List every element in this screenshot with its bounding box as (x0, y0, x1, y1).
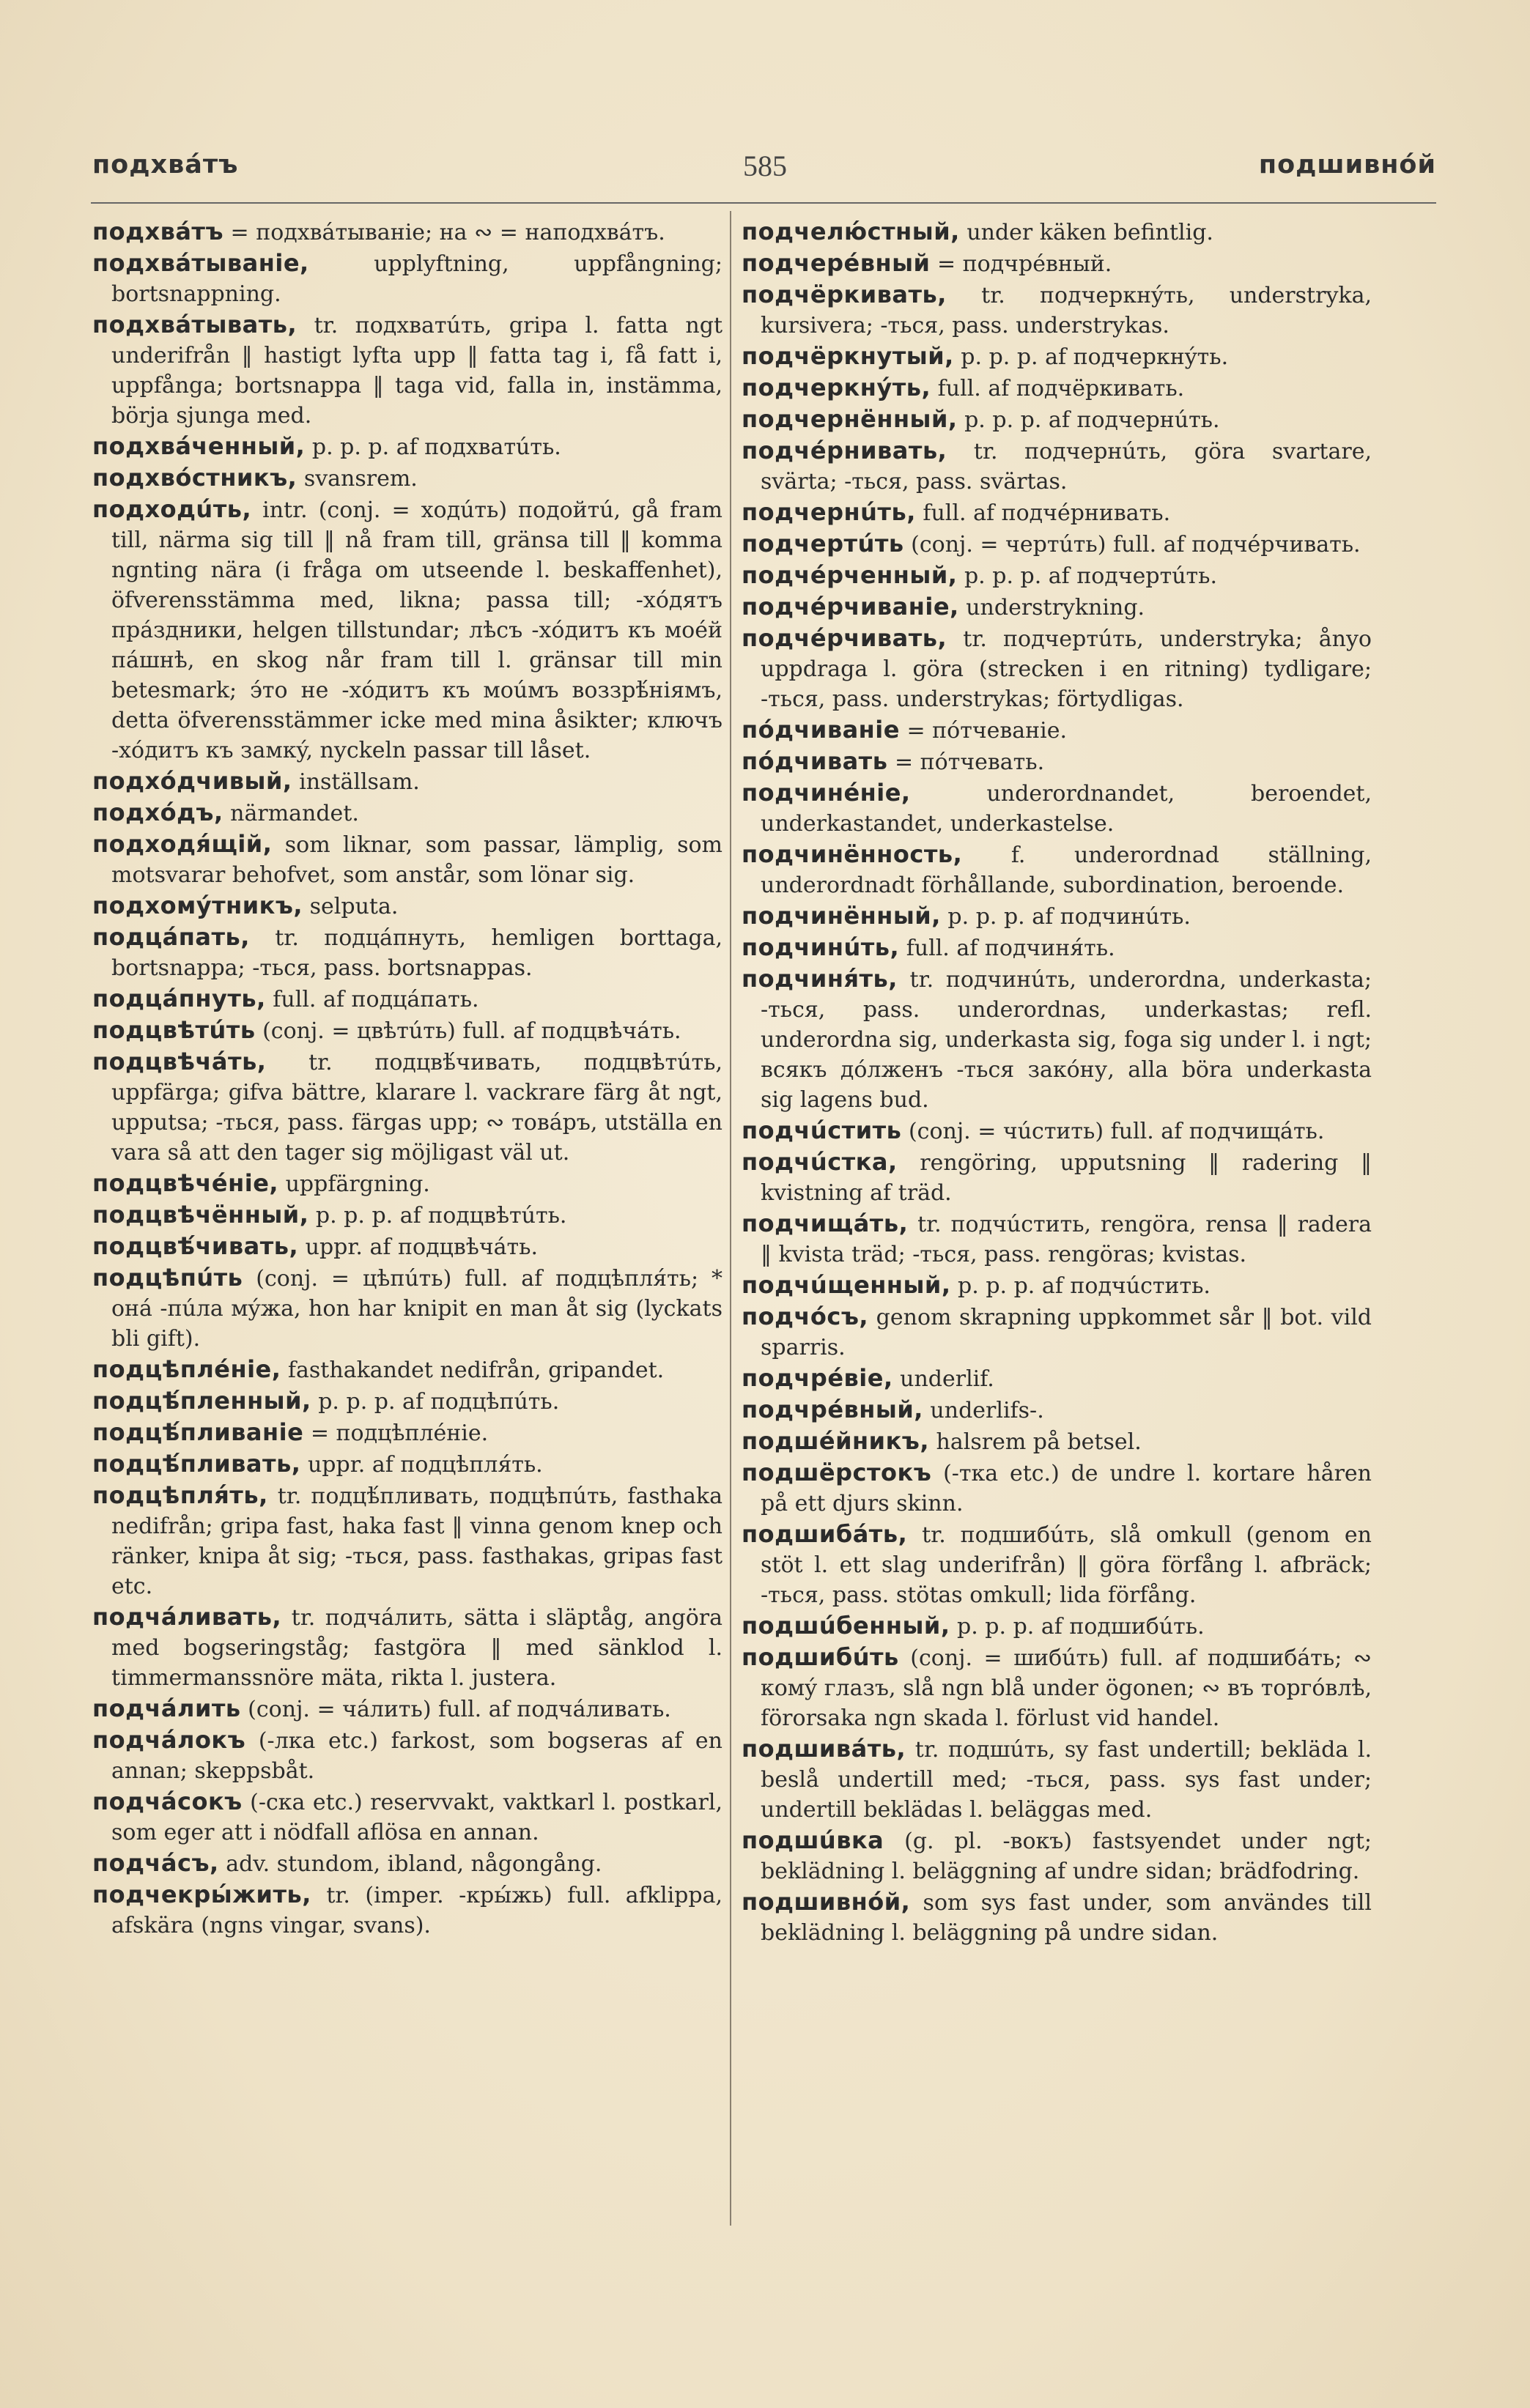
dictionary-entry (742, 1519, 1372, 1610)
entry-headword: подчáсокъ (92, 1788, 243, 1815)
entry-headword: подчёркнутый, (742, 342, 954, 370)
dictionary-entry (742, 1426, 1372, 1457)
entry-headword: подцвѣчéнiе, (92, 1169, 279, 1197)
dictionary-entry (742, 1147, 1372, 1208)
dictionary-entry (742, 1458, 1372, 1519)
entry-headword: подцвѣ́чивать, (92, 1232, 299, 1260)
dictionary-entry (742, 1116, 1372, 1146)
entry-headword: подчрéвiе, (742, 1364, 893, 1392)
entry-headword: подчелю́стный, (742, 218, 960, 245)
entry-definition: f. underordnad ställning, underordnadt förhållande, subordination, beroende. (761, 842, 1372, 898)
entry-definition: (g. pl. -вокъ) fastsyendet under ngt; beklädning l. beläggning af undre sidan; brädfodring. (761, 1829, 1372, 1884)
entry-definition: svansrem. (297, 466, 418, 492)
right-column (742, 217, 1372, 1949)
dictionary-entry (92, 1168, 722, 1199)
entry-definition: tr. подшибúть, slå omkull (genom en stöt l. ett slag underifrån) ‖ göra förfång l. afbräck; -ться, pass. stötas omkull; lida förfång. (761, 1522, 1372, 1608)
entry-definition: intr. (conj. = ходúть) подойтú, gå fram till, närma sig till ‖ nå fram till, gränsa till ‖ komma ngnting nära (i fråga om utseende l. beskaffenhet), öfverensstämma med, likna; passa till; -хóдятъ прáздники, helgen tillstundar; лѣсъ -хóдитъ къ моéй пáшнѣ, en skog når fram till l. gränsar till min betesmark; э́то не -хóдитъ къ моúмъ воззрѣ́нiямъ, detta öfverensstämmer icke med mina åsikter; ключъ -хóдитъ къ замкý, nyckeln passar till låset. (111, 497, 722, 763)
dictionary-entry (742, 1642, 1372, 1733)
entry-headword: подчéрчивать, (742, 624, 947, 652)
entry-headword: подцѣ́пливать, (92, 1450, 301, 1478)
entry-headword: подчищáть, (742, 1209, 909, 1237)
entry-definition: tr. (imper. -кры́жь) full. afklippa, afskära (ngns vingar, svans). (111, 1883, 722, 1938)
entry-headword: подчинúть, (742, 933, 900, 961)
entry-definition: (conj. = шибúть) full. af подшибáть; ∾ комý глазъ, slå ngn blå under ögonen; ∾ въ торгóвлѣ, förorsaka ngn skada l. förlust vid handel. (761, 1645, 1372, 1731)
entry-headword: подцѣпля́ть, (92, 1481, 268, 1509)
entry-headword: подцáпнуть, (92, 985, 266, 1012)
dictionary-entry (742, 747, 1372, 777)
entry-headword: подчекры́жить, (92, 1881, 311, 1908)
entry-definition: tr. подчинúть, underordna, underkasta; -ться, pass. underordnas, underkastas; refl. underordna sig, underkasta sig, foga sig under l. i ngt; всякъ дóлженъ -ться закóну, alla böra underkasta sig lagens bud. (761, 967, 1372, 1113)
dictionary-entry (742, 592, 1372, 623)
entry-headword: подчáсъ, (92, 1849, 219, 1877)
entry-definition: understrykning. (958, 595, 1145, 620)
dictionary-entry (742, 280, 1372, 341)
entry-headword: подцвѣчённый, (92, 1201, 309, 1229)
entry-headword: подчернённый, (742, 405, 958, 433)
entry-definition: p. p. p. af подчернúть. (957, 407, 1220, 433)
dictionary-entry (742, 840, 1372, 900)
entry-definition: tr. подцвѣ́чивать, подцвѣтúть, uppfärga; gifva bättre, klarare l. vackrare färg åt ngt, upputsa; -ться, pass. färgas upp; ∾ товáръ, utställa en vara så att den tager sig möjligast väl ut. (111, 1050, 722, 1166)
entry-headword: подчáлокъ (92, 1726, 246, 1754)
entry-definition: p. p. p. af подцвѣтúть. (308, 1203, 567, 1229)
dictionary-entry (742, 1209, 1372, 1270)
entry-headword: подхвáтыванiе, (92, 249, 309, 277)
entry-definition: p. p. p. af подчинúть. (940, 904, 1191, 930)
entry-definition: tr. подцáпнуть, hemligen borttaga, bortsnappa; -ться, pass. bortsnappas. (111, 925, 722, 981)
column-divider (730, 211, 731, 2226)
entry-definition: fasthakandet nedifrån, gripandet. (281, 1357, 665, 1383)
entry-headword: подшúвка (742, 1826, 884, 1854)
entry-definition: som liknar, som passar, lämplig, som motsvarar behofvet, som anstår, som lönar sig. (111, 832, 722, 888)
entry-headword: подхвáченный, (92, 432, 306, 460)
dictionary-entry (92, 1694, 722, 1725)
entry-definition: full. af подчёркивать. (931, 376, 1185, 401)
entry-definition: upplyftning, uppfångning; bortsnappning. (111, 251, 722, 307)
dictionary-entry (92, 1047, 722, 1168)
entry-definition: (conj. = чертúть) full. af подчéрчивать. (903, 532, 1361, 557)
entry-headword: подцáпать, (92, 923, 250, 951)
dictionary-entry (92, 1602, 722, 1693)
entry-definition: närmandet. (223, 801, 359, 826)
entry-headword: подчáлить (92, 1694, 241, 1722)
entry-headword: подцвѣтúть (92, 1016, 256, 1044)
entry-headword: подхомýтникъ, (92, 892, 303, 919)
entry-headword: подхóдчивый, (92, 767, 292, 795)
entry-definition: som sys fast under, som användes till beklädning l. beläggning på undre sidan. (761, 1890, 1372, 1946)
dictionary-entry (92, 1200, 722, 1231)
entry-definition: (-лка etc.) farkost, som bogseras af en annan; skeppsbåt. (111, 1728, 722, 1784)
entry-definition: full. af подчéрнивать. (915, 500, 1171, 526)
dictionary-entry (742, 248, 1372, 279)
dictionary-entry (92, 766, 722, 797)
dictionary-entry (742, 778, 1372, 839)
entry-headword: подчёркивать, (742, 281, 947, 308)
dictionary-entry (742, 715, 1372, 746)
entry-headword: подхóдъ, (92, 799, 223, 826)
dictionary-entry (92, 1449, 722, 1480)
entry-headword: подцѣплéнiе, (92, 1355, 281, 1383)
entry-definition: full. af подцáпать. (265, 987, 479, 1012)
entry-definition: = пóтчеванiе. (899, 718, 1068, 744)
dictionary-entry (92, 1787, 722, 1848)
entry-definition: (conj. = чúстить) full. af подчищáть. (901, 1119, 1325, 1144)
entry-headword: подчинённый, (742, 902, 941, 930)
entry-definition: full. af подчиня́ть. (899, 936, 1115, 961)
dictionary-entry (742, 964, 1372, 1115)
dictionary-entry (742, 1611, 1372, 1642)
entry-definition: p. p. p. af подхватúть. (305, 434, 561, 460)
entry-headword: подчинённость, (742, 840, 963, 868)
dictionary-entry (92, 494, 722, 766)
entry-headword: подцѣ́пливанiе (92, 1418, 304, 1446)
dictionary-entry (92, 829, 722, 890)
dictionary-entry (92, 1231, 722, 1262)
entry-headword: подшивáть, (742, 1735, 906, 1763)
dictionary-entry (92, 1725, 722, 1786)
entry-headword: подчúстить (742, 1116, 902, 1144)
entry-headword: подшибáть, (742, 1520, 908, 1548)
dictionary-entry (742, 1826, 1372, 1886)
dictionary-entry (742, 373, 1372, 404)
entry-definition: underlifs-. (923, 1398, 1044, 1423)
dictionary-entry (92, 922, 722, 983)
entry-headword: подчернúть, (742, 498, 916, 526)
entry-headword: подчóсъ, (742, 1303, 869, 1330)
page-number: 585 (743, 149, 787, 182)
entry-definition: = подцѣплéнiе. (303, 1420, 489, 1446)
dictionary-entry (742, 1395, 1372, 1426)
dictionary-entry (92, 891, 722, 922)
entry-headword: подчинéнiе, (742, 779, 911, 807)
entry-headword: подхвáтывать, (92, 311, 298, 338)
entry-definition: p. p. p. af подшибúть. (950, 1614, 1205, 1640)
dictionary-entry (92, 984, 722, 1015)
entry-headword: подшёрстокъ (742, 1459, 932, 1486)
entry-headword: подходúть, (92, 495, 252, 523)
running-head-right: подшивнóй (1258, 150, 1436, 179)
entry-headword: подчрéвный, (742, 1396, 923, 1423)
entry-definition: tr. подчúстить, rengöra, rensa ‖ radera ‖ kvista träd; -ться, pass. rengöras; kvistas. (761, 1212, 1372, 1267)
entry-headword: подшибúть (742, 1643, 899, 1671)
entry-headword: подходя́щiй, (92, 830, 273, 858)
header-rule (91, 202, 1436, 204)
entry-definition: tr. подшúть, sy fast undertill; bekläda l. beslå undertill med; -ться, pass. sys fast under; undertill beklädas l. beläggas med. (761, 1737, 1372, 1823)
dictionary-entry (742, 933, 1372, 963)
dictionary-entry (92, 463, 722, 494)
entry-headword: подчúщенный, (742, 1271, 951, 1299)
entry-headword: подчéрнивать, (742, 437, 947, 464)
entry-definition: inställsam. (292, 769, 420, 795)
entry-headword: подчерéвный (742, 249, 931, 277)
entry-definition: halsrem på betsel. (929, 1429, 1142, 1455)
entry-headword: подчиня́ть, (742, 965, 898, 993)
entry-definition: underordnandet, beroendet, underkastandet, underkastelse. (761, 781, 1372, 837)
entry-definition: selputa. (303, 894, 399, 919)
entry-headword: подшивнóй, (742, 1888, 911, 1916)
dictionary-entry (742, 1887, 1372, 1948)
dictionary-entry (742, 436, 1372, 497)
entry-definition: p. p. p. af подчúстить. (950, 1273, 1211, 1299)
entry-definition: uppfärgning. (278, 1171, 430, 1197)
dictionary-entry (742, 1363, 1372, 1394)
entry-definition: tr. подчертúть, understryka; ånyo uppdraga l. göra (strecken i en ritning) tydligare; -ться, pass. understrykas; förtydligas. (761, 626, 1372, 712)
entry-headword: подчеркнýть, (742, 374, 931, 401)
entry-headword: пóдчивать (742, 747, 888, 775)
entry-definition: = пóтчевать. (887, 749, 1045, 775)
entry-definition: (conj. = цвѣтúть) full. af подцвѣчáть. (255, 1018, 681, 1044)
dictionary-entry (92, 1386, 722, 1417)
dictionary-entry (92, 798, 722, 829)
dictionary-entry (742, 1302, 1372, 1363)
entry-definition: rengöring, upputsning ‖ radering ‖ kvistning af träd. (761, 1150, 1372, 1206)
entry-headword: подчúстка, (742, 1148, 898, 1176)
entry-definition: uppr. af подцвѣчáть. (298, 1234, 539, 1260)
dictionary-entry (92, 1848, 722, 1879)
dictionary-entry (92, 310, 722, 431)
entry-definition: tr. подчáлить, sätta i släptåg, angöra med bogseringståg; fastgöra ‖ med sänklod l. timmermanssnöre mäta, rikta l. justera. (111, 1605, 722, 1691)
entry-definition: tr. подхватúть, gripa l. fatta ngt underifrån ‖ hastigt lyfta upp ‖ fatta tag i, få fatt i, uppfånga; bortsnappa ‖ taga vid, falla in, instämma, börja sjunga med. (111, 313, 722, 429)
entry-definition: adv. stundom, ibland, någongång. (218, 1851, 602, 1877)
entry-definition: uppr. af подцѣпля́ть. (300, 1452, 543, 1478)
dictionary-entry (92, 1263, 722, 1354)
dictionary-entry (92, 1015, 722, 1046)
entry-definition: tr. подчернúть, göra svartare, svärta; -ться, pass. svärtas. (761, 439, 1372, 494)
entry-definition: underlif. (892, 1366, 994, 1392)
entry-headword: подцѣ́пленный, (92, 1387, 311, 1415)
left-column (92, 217, 722, 1941)
entry-headword: подчáливать, (92, 1603, 282, 1631)
dictionary-entry (742, 341, 1372, 372)
entry-definition: (conj. = чáлить) full. af подчáливать. (240, 1697, 671, 1722)
dictionary-entry (742, 901, 1372, 932)
dictionary-entry (742, 1270, 1372, 1301)
entry-definition: under käken befintlig. (959, 220, 1213, 245)
dictionary-entry (92, 1355, 722, 1385)
entry-headword: подчертúть (742, 530, 904, 557)
entry-definition: (-тка etc.) de undre l. kortare håren på ett djurs skinn. (761, 1461, 1372, 1516)
dictionary-entry (742, 217, 1372, 248)
dictionary-entry (92, 217, 722, 248)
dictionary-entry (92, 1880, 722, 1941)
entry-headword: подшúбенный, (742, 1612, 950, 1640)
dictionary-entry (92, 1481, 722, 1601)
entry-headword: пóдчиванiе (742, 716, 900, 744)
dictionary-entry (742, 560, 1372, 591)
entry-headword: подчéрчиванiе, (742, 593, 959, 620)
dictionary-entry (742, 1734, 1372, 1825)
entry-headword: подхвáтъ (92, 218, 224, 245)
entry-definition: tr. подчеркнýть, understryka, kursivera; -ться, pass. understrykas. (761, 283, 1372, 338)
dictionary-entry (742, 529, 1372, 560)
entry-definition: = подхвáтыванiе; на ∾ = наподхвáтъ. (223, 220, 665, 245)
dictionary-entry (742, 404, 1372, 435)
dictionary-entry (742, 497, 1372, 528)
entry-definition: tr. подцѣ́пливать, подцѣпúть, fasthaka nedifrån; gripa fast, haka fast ‖ vinna genom knep och ränker, knipa åt sig; -ться, pass. fasthakas, gripas fast etc. (111, 1483, 722, 1599)
entry-headword: подцвѣчáть, (92, 1048, 267, 1075)
entry-definition: (-ска etc.) reservvakt, vaktkarl l. postkarl, som eger att i nödfall aflösa en annan. (111, 1790, 722, 1845)
entry-headword: подцѣпúть (92, 1264, 243, 1292)
running-head-left: подхвáтъ (92, 150, 239, 179)
entry-definition: p. p. p. af подчертúть. (957, 563, 1218, 589)
dictionary-entry (92, 248, 722, 309)
entry-headword: подчéрченный, (742, 561, 958, 589)
dictionary-entry (92, 431, 722, 462)
entry-definition: genom skrapning uppkommet sår ‖ bot. vild sparris. (761, 1305, 1372, 1360)
entry-definition: (conj. = цѣпúть) full. af подцѣпля́ть; * онá -пúла мýжа, hon har knipit en man åt sig (lyckats bli gift). (111, 1266, 722, 1352)
entry-definition: p. p. p. af подцѣпúть. (311, 1389, 560, 1415)
entry-headword: подхвóстникъ, (92, 464, 298, 492)
dictionary-entry (742, 623, 1372, 714)
entry-headword: подшéйникъ, (742, 1427, 929, 1455)
dictionary-entry (92, 1418, 722, 1448)
entry-definition: p. p. p. af подчеркнýть. (953, 344, 1229, 370)
entry-definition: = подчрéвный. (930, 251, 1112, 277)
